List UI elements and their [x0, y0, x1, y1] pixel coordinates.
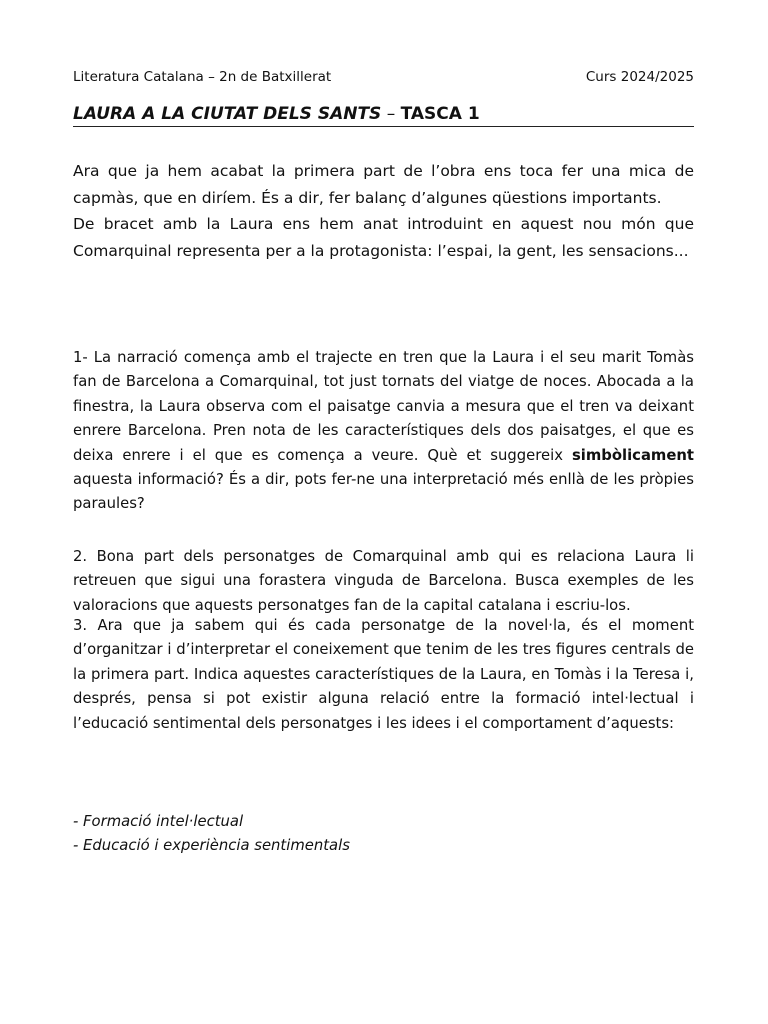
characteristics-list — [73, 810, 350, 859]
document-title — [73, 104, 694, 127]
question-1 — [73, 346, 694, 517]
question-2-text: 2. Bona part dels personatges de Comarquinal amb qui es relaciona Laura li retreuen que sigui una forastera vinguda de Barcelona. Busca exemples de les valoracions que aquests personatges fan de la capital catalana i escriu-los. — [73, 548, 694, 614]
school-year: Curs 2024/2025 — [585, 69, 694, 85]
question-1-text — [73, 346, 694, 517]
question-2 — [73, 545, 694, 618]
course-subject: Literatura Catalana – 2n de Batxillerat — [73, 69, 332, 85]
list-item: - Formació intel·lectual — [73, 813, 244, 830]
intro-paragraph-1: Ara que ja hem acabat la primera part de l’obra ens toca fer una mica de capmàs, que en diríem. És a dir, fer balanç d’algunes qüestions importants. — [73, 162, 694, 207]
question-3-text: 3. Ara que ja sabem qui és cada personatge de la novel·la, és el moment d’organitzar i d’interpretar el coneixement que tenim de les tres figures centrals de la primera part. Indica aquestes característiques de la Laura, en Tomàs i la Teresa i, després, pensa si pot existir alguna relació entre la formació intel·lectual i l’educació sentimental dels personatges i les idees i el comportament d’aquests: — [73, 617, 694, 732]
question-3 — [73, 614, 694, 736]
question-1-part-b: aquesta informació? És a dir, pots fer-ne una interpretació més enllà de les pròpies paraules? — [73, 471, 694, 513]
list-item: - Educació i experiència sentimentals — [73, 837, 350, 855]
title-separator: – — [381, 104, 401, 124]
task-label: TASCA 1 — [400, 104, 480, 124]
question-1-part-a: 1- La narració comença amb el trajecte en tren que la Laura i el seu marit Tomàs fan de Barcelona a Comarquinal, tot just tornats del viatge de noces. Abocada a la finestra, la Laura observa com el paisatge canvia a mesura que el tren va deixant enrere Barcelona. Pren nota de les característiques dels dos paisatges, el que es deixa enrere i el que es comença a veure. Què et suggereix — [73, 349, 694, 464]
question-1-emphasis: simbòlicament — [571, 446, 694, 464]
intro-section — [73, 158, 694, 264]
intro-paragraph-2: De bracet amb la Laura ens hem anat introduint en aquest nou món que Comarquinal representa per a la protagonista: l’espai, la gent, les sensacions... — [73, 215, 694, 260]
page-header — [73, 69, 694, 87]
work-title: LAURA A LA CIUTAT DELS SANTS — [73, 104, 382, 124]
